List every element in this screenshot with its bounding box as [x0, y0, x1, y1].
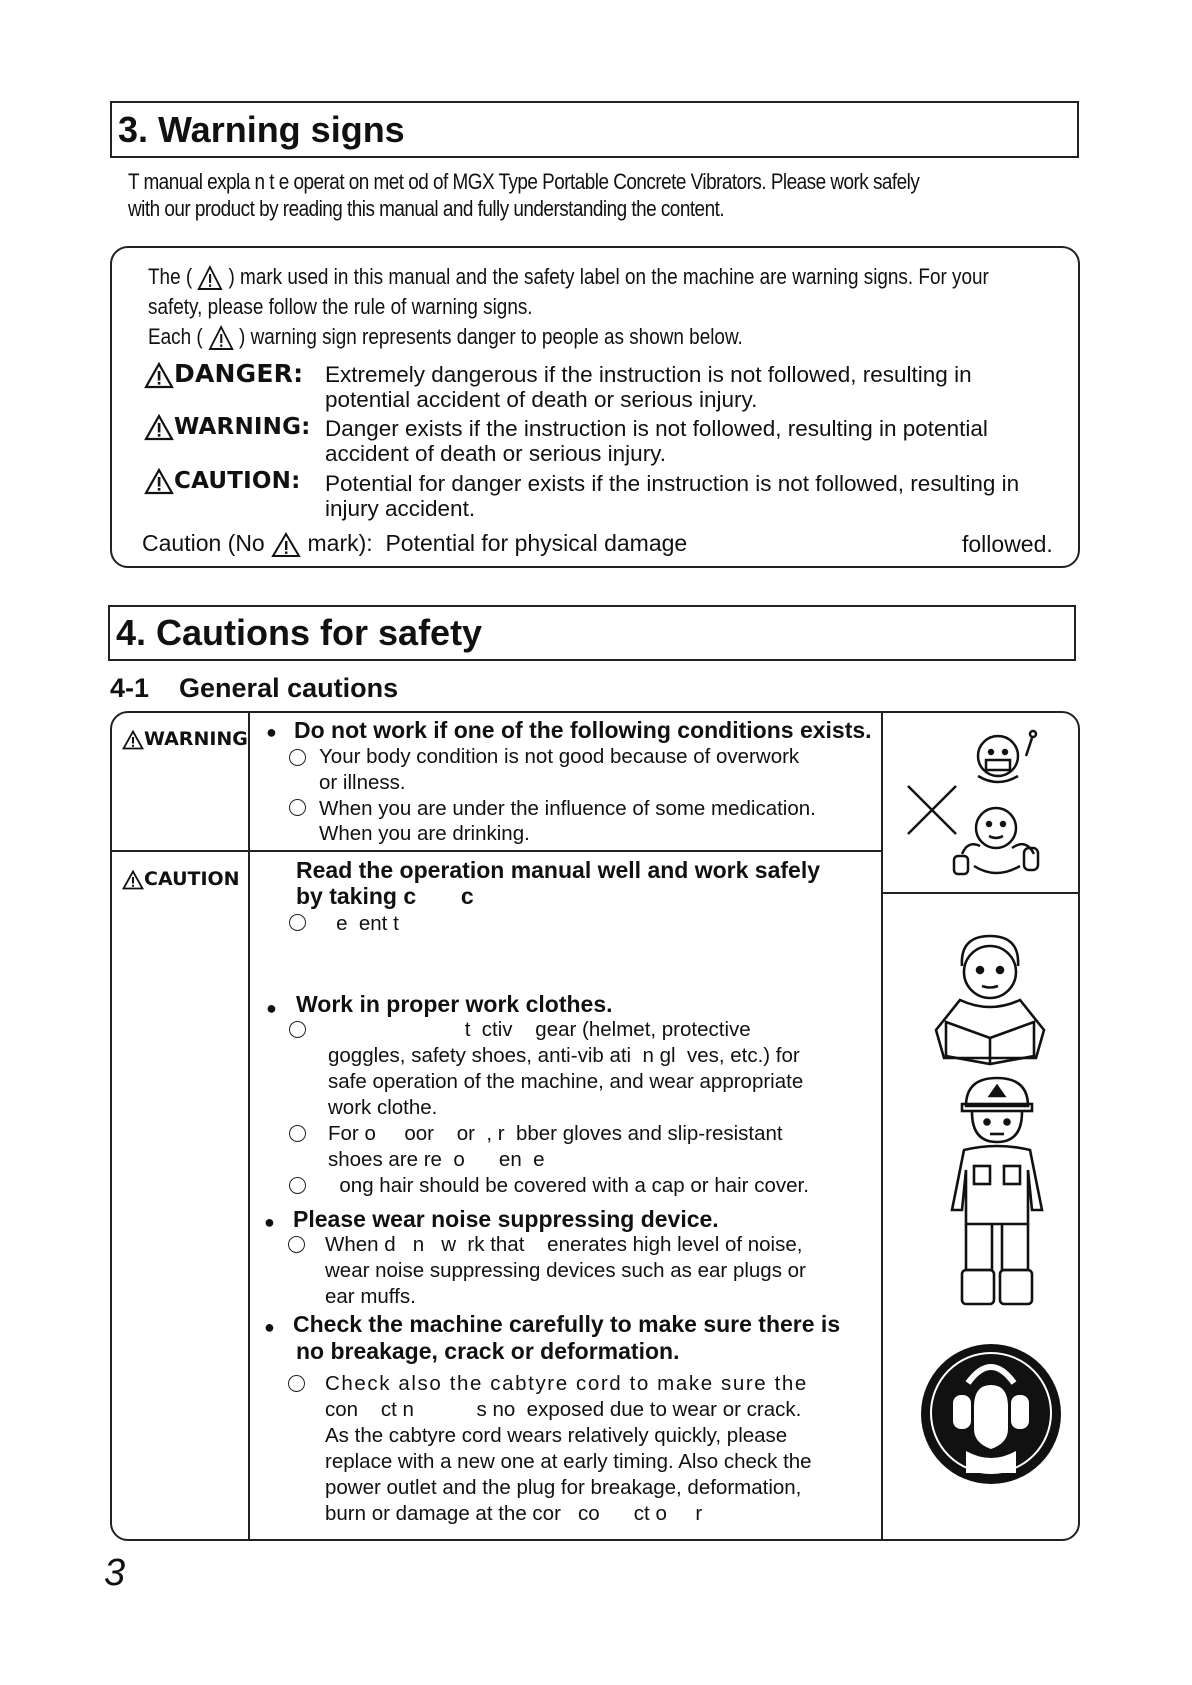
- item-3c: ong hair should be covered with a cap or hair cover.: [328, 1174, 809, 1197]
- bullet-dot: ●: [264, 1317, 275, 1337]
- warning-triangle-icon: [144, 468, 174, 495]
- bullet-5-line-1: Check the machine carefully to make sure there is: [293, 1311, 841, 1337]
- item-3a-line-2: goggles, safety shoes, anti-vib ati n gl ves, etc.) for: [328, 1044, 800, 1067]
- circle-icon: [289, 914, 306, 931]
- warning-triangle-icon: [271, 532, 301, 558]
- reading-worker-illustration: [920, 930, 1060, 1066]
- circle-icon: [288, 1375, 305, 1392]
- warning-description: Danger exists if the instruction is not followed, resulting in potential accident of death or serious injury.: [325, 416, 988, 466]
- section-4-title: 4. Cautions for safety: [116, 612, 483, 653]
- circle-icon: [289, 1177, 306, 1194]
- item-1b-cont: When you are drinking.: [319, 822, 530, 845]
- table-divider: [111, 850, 882, 852]
- caution-tag: CAUTION: [122, 868, 240, 890]
- item-5a-line-4: replace with a new one at early timing. Also check the: [325, 1450, 812, 1473]
- caution-description: Potential for danger exists if the instruction is not followed, resulting in injury accident.: [325, 471, 1020, 521]
- section-3-title: 3. Warning signs: [118, 109, 405, 150]
- item-1a: Your body condition is not good because of overwork: [319, 745, 800, 768]
- bullet-dot: ●: [266, 998, 277, 1018]
- circle-icon: [289, 749, 306, 766]
- sign-intro-line-1: The ( ) mark used in this manual and the safety label on the machine are warning signs. For your: [148, 262, 1068, 292]
- item-2a: e ent t: [319, 912, 399, 935]
- circle-icon: [289, 1125, 306, 1142]
- section-3-header: [110, 101, 1079, 158]
- ear-muffs-label: NPA-333: [971, 1459, 1011, 1475]
- item-3a-line-3: safe operation of the machine, and wear appropriate: [328, 1070, 804, 1093]
- item-5a-line-3: As the cabtyre cord wears relatively quickly, please: [325, 1424, 788, 1447]
- warning-tag: WARNING: [122, 728, 248, 750]
- ear-muffs-sign-icon: [920, 1343, 1062, 1485]
- caution-label: CAUTION:: [144, 468, 301, 495]
- intro-line-2: with our product by reading this manual and fully understanding the content.: [128, 196, 725, 221]
- item-4a-line-2: wear noise suppressing devices such as ear plugs or: [325, 1259, 806, 1282]
- bullet-3: Work in proper work clothes.: [296, 991, 613, 1017]
- intro-line-1: T manual expla n t e operat on met od of MGX Type Portable Concrete Vibrators. Please work safely: [128, 169, 920, 194]
- bullet-2-line-1: Read the operation manual well and work safely: [296, 857, 821, 883]
- table-divider: [882, 892, 1079, 894]
- bullet-dot: ●: [264, 1212, 275, 1232]
- danger-description: Extremely dangerous if the instruction is not followed, resulting in potential accident of death or serious injury.: [325, 362, 972, 412]
- item-3a-line-4: work clothe.: [328, 1096, 438, 1119]
- warning-triangle-icon: [122, 730, 144, 750]
- helmet-worker-illustration: [942, 1074, 1052, 1314]
- item-3b-line-1: For o oor or , r bber gloves and slip-resistant: [328, 1122, 783, 1145]
- section-4-header: [108, 605, 1076, 661]
- no-mark-caution-end: followed.: [962, 531, 1053, 557]
- warning-label: WARNING:: [144, 414, 311, 441]
- intro-paragraph: [128, 168, 1070, 222]
- bullet-2-line-2: by taking c c: [296, 883, 474, 909]
- sign-intro: [148, 262, 1068, 352]
- page-number: 3: [104, 1552, 126, 1594]
- warning-triangle-icon: [144, 414, 174, 441]
- item-4a-line-3: ear muffs.: [325, 1285, 416, 1308]
- item-1b: When you are under the influence of some medication.: [319, 797, 816, 820]
- sign-intro-line-3: Each ( ) warning sign represents danger to people as shown below.: [148, 322, 1068, 352]
- circle-icon: [288, 1236, 305, 1253]
- sick-workers-illustration: [896, 716, 1066, 886]
- bullet-4: Please wear noise suppressing device.: [293, 1206, 719, 1232]
- item-4a-line-1: When d n w rk that enerates high level of noise,: [325, 1233, 803, 1256]
- bullet-dot: ●: [266, 722, 277, 742]
- warning-triangle-icon: [197, 265, 223, 291]
- circle-icon: [289, 799, 306, 816]
- item-5a-line-2: con ct n s no exposed due to wear or crack.: [325, 1398, 802, 1421]
- table-divider: [881, 712, 883, 1540]
- warning-triangle-icon: [122, 870, 144, 890]
- warning-triangle-icon: [208, 325, 234, 351]
- item-5a-line-1: Check also the cabtyre cord to make sure the: [325, 1372, 808, 1395]
- warning-triangle-icon: [144, 362, 174, 389]
- table-divider: [248, 712, 250, 1540]
- no-mark-caution: Caution (No mark): Potential for physical damage: [142, 530, 688, 556]
- bullet-1: Do not work if one of the following conditions exists.: [294, 717, 872, 743]
- item-3b-line-2: shoes are re o en e: [328, 1148, 545, 1171]
- sign-intro-line-2: safety, please follow the rule of warning signs.: [148, 294, 533, 319]
- item-3a-line-1: t ctiv gear (helmet, protective: [328, 1018, 751, 1041]
- circle-icon: [289, 1021, 306, 1038]
- general-cautions-subtitle: 4-1 General cautions: [110, 673, 399, 703]
- bullet-5-line-2: no breakage, crack or deformation.: [296, 1338, 680, 1364]
- item-5a-line-6: burn or damage at the cor co ct o r: [325, 1502, 703, 1525]
- danger-label: DANGER:: [144, 359, 303, 389]
- item-1a-cont: or illness.: [319, 771, 406, 794]
- item-5a-line-5: power outlet and the plug for breakage, deformation,: [325, 1476, 802, 1499]
